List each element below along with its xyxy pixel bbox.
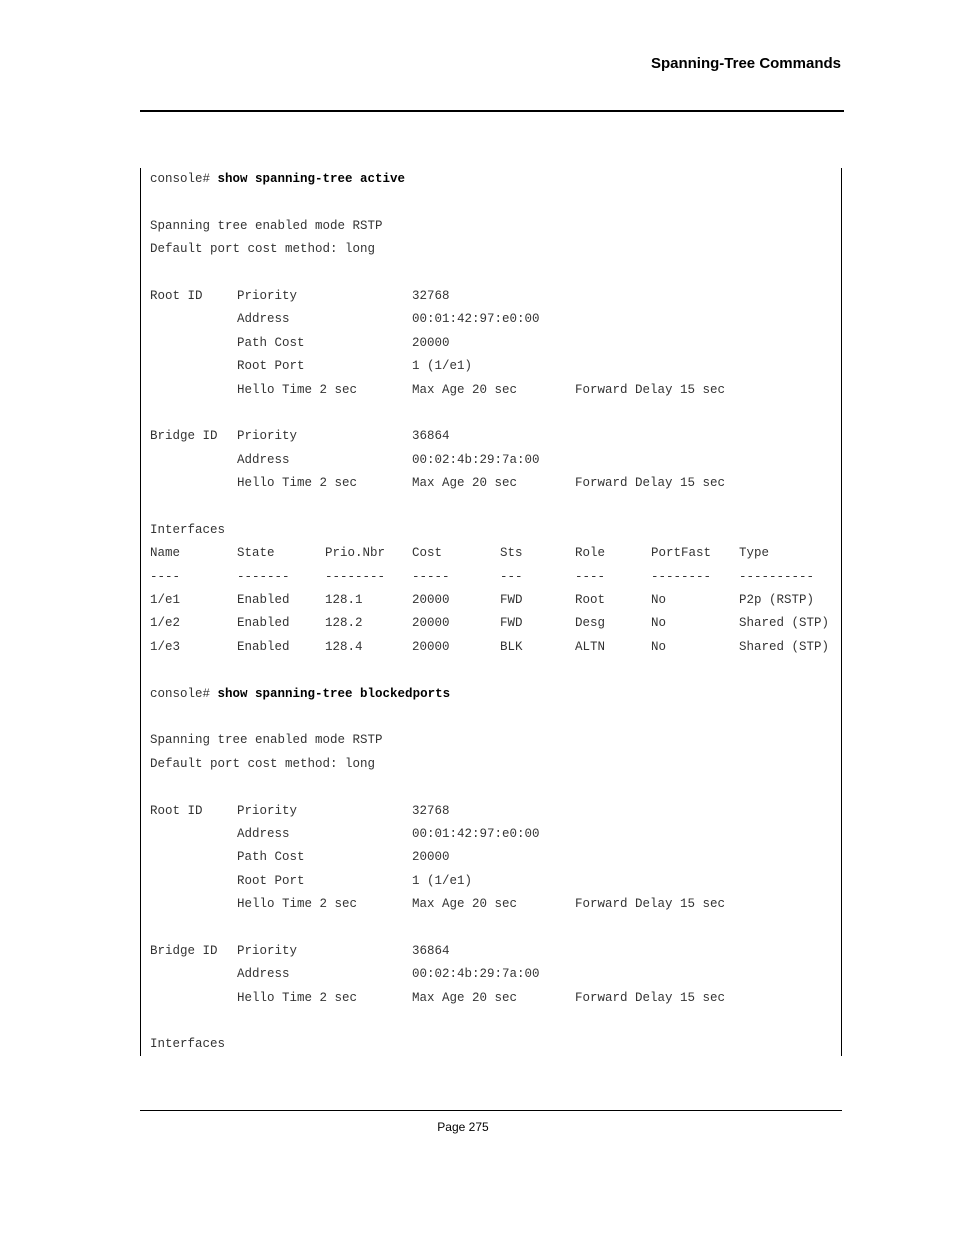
table-cell: Type — [739, 546, 770, 561]
output-text: Max Age 20 sec — [412, 990, 518, 1005]
table-cell: Shared (STP) — [739, 639, 830, 654]
table-cell: 20000 — [412, 593, 450, 608]
output-text: Max Age 20 sec — [412, 476, 518, 491]
output-text: Interfaces — [150, 1037, 226, 1052]
output-text: Priority — [237, 943, 298, 958]
console-command-line — [150, 168, 450, 191]
console-command: show spanning-tree active — [217, 172, 406, 186]
console-output-line — [150, 425, 450, 448]
output-text: Interfaces — [150, 522, 226, 537]
table-cell: ----- — [412, 569, 450, 584]
output-text: Address — [237, 826, 290, 841]
console-output — [150, 168, 830, 1057]
console-output-line — [150, 355, 473, 378]
table-cell: Enabled — [237, 616, 290, 631]
table-cell: 20000 — [412, 639, 450, 654]
output-text: Hello Time 2 sec — [237, 382, 358, 397]
blank-line — [150, 1010, 450, 1033]
table-cell: BLK — [500, 639, 523, 654]
console-command: show spanning-tree blockedports — [217, 686, 451, 701]
code-box-left-border — [140, 168, 141, 1056]
console-output-line — [150, 379, 726, 402]
table-cell: --- — [500, 569, 523, 584]
output-text: 00:01:42:97:e0:00 — [412, 826, 540, 841]
console-output-line — [150, 589, 815, 612]
code-box-right-border — [841, 168, 842, 1056]
output-text: Path Cost — [237, 335, 305, 350]
table-cell: Role — [575, 546, 606, 561]
header-divider — [140, 110, 844, 112]
console-output-line — [150, 519, 450, 542]
table-cell: -------- — [325, 569, 386, 584]
console-prompt: console# — [150, 686, 211, 701]
output-text: 00:02:4b:29:7a:00 — [412, 967, 540, 982]
table-cell: 1/e2 — [150, 616, 181, 631]
table-cell: FWD — [500, 593, 523, 608]
blank-line — [150, 706, 450, 729]
console-output-line — [150, 332, 450, 355]
console-output-line — [150, 636, 830, 659]
output-text: Priority — [237, 288, 298, 303]
output-text: 00:02:4b:29:7a:00 — [412, 452, 540, 467]
table-cell: 1/e1 — [150, 593, 181, 608]
table-cell: FWD — [500, 616, 523, 631]
output-text: Max Age 20 sec — [412, 382, 518, 397]
console-output-line — [150, 729, 450, 752]
output-text: Max Age 20 sec — [412, 897, 518, 912]
page-number: Page 275 — [437, 1120, 489, 1134]
output-text: Address — [237, 967, 290, 982]
table-cell: ------- — [237, 569, 290, 584]
output-text: Priority — [237, 803, 298, 818]
table-cell: Desg — [575, 616, 606, 631]
output-text: Priority — [237, 429, 298, 444]
output-text: Forward Delay 15 sec — [575, 897, 726, 912]
output-text: 36864 — [412, 943, 450, 958]
blank-line — [150, 776, 450, 799]
console-output-line — [150, 285, 450, 308]
table-cell: Enabled — [237, 593, 290, 608]
table-cell: No — [651, 593, 667, 608]
output-text: 20000 — [412, 335, 450, 350]
output-text: Spanning tree enabled mode RSTP — [150, 733, 383, 748]
table-cell: State — [237, 546, 275, 561]
output-text: Hello Time 2 sec — [237, 476, 358, 491]
output-text: Spanning tree enabled mode RSTP — [150, 218, 383, 233]
table-cell: Name — [150, 546, 181, 561]
table-cell: ---------- — [739, 569, 815, 584]
console-output-line — [150, 238, 450, 261]
blank-line — [150, 262, 450, 285]
blank-line — [150, 659, 450, 682]
console-output-line — [150, 1033, 450, 1056]
table-cell: No — [651, 616, 667, 631]
table-cell: Prio.Nbr — [325, 546, 386, 561]
console-output-line — [150, 823, 540, 846]
console-output-line — [150, 846, 450, 869]
table-cell: PortFast — [651, 546, 712, 561]
output-text: 32768 — [412, 288, 450, 303]
output-text: Forward Delay 15 sec — [575, 382, 726, 397]
console-prompt: console# — [150, 172, 211, 186]
table-cell: Root — [575, 593, 606, 608]
output-text: Default port cost method: long — [150, 756, 376, 771]
console-output-line — [150, 449, 540, 472]
output-text: Bridge ID — [150, 429, 218, 444]
console-output-line — [150, 800, 450, 823]
output-text: 20000 — [412, 850, 450, 865]
output-text: Root ID — [150, 803, 203, 818]
output-text: Forward Delay 15 sec — [575, 476, 726, 491]
blank-line — [150, 191, 450, 214]
table-cell: Sts — [500, 546, 523, 561]
console-output-line — [150, 612, 830, 635]
console-output-line — [150, 215, 450, 238]
output-text: Root Port — [237, 873, 305, 888]
console-output-line — [150, 308, 540, 331]
output-text: Address — [237, 312, 290, 327]
output-text: 00:01:42:97:e0:00 — [412, 312, 540, 327]
table-cell: ---- — [150, 569, 181, 584]
table-cell: Shared (STP) — [739, 616, 830, 631]
output-text: Hello Time 2 sec — [237, 990, 358, 1005]
output-text: Address — [237, 452, 290, 467]
table-cell: -------- — [651, 569, 712, 584]
console-output-line — [150, 753, 450, 776]
table-cell: ---- — [575, 569, 606, 584]
console-output-line — [150, 566, 815, 589]
output-text: Root ID — [150, 288, 203, 303]
output-text: 1 (1/e1) — [412, 873, 473, 888]
console-output-line — [150, 987, 726, 1010]
console-output-line — [150, 870, 473, 893]
table-cell: No — [651, 639, 667, 654]
table-cell: 128.1 — [325, 593, 363, 608]
table-cell: Enabled — [237, 639, 290, 654]
table-cell: 128.2 — [325, 616, 363, 631]
table-cell: P2p (RSTP) — [739, 593, 815, 608]
output-text: Forward Delay 15 sec — [575, 990, 726, 1005]
table-cell: Cost — [412, 546, 443, 561]
output-text: Path Cost — [237, 850, 305, 865]
blank-line — [150, 495, 450, 518]
blank-line — [150, 917, 450, 940]
page-header-title: Spanning-Tree Commands — [650, 55, 841, 72]
table-cell: ALTN — [575, 639, 606, 654]
table-cell: 1/e3 — [150, 639, 181, 654]
output-text: Hello Time 2 sec — [237, 897, 358, 912]
output-text: Root Port — [237, 359, 305, 374]
output-text: 36864 — [412, 429, 450, 444]
console-output-line — [150, 542, 770, 565]
footer-divider — [140, 1110, 842, 1111]
console-output-line — [150, 472, 726, 495]
output-text: 32768 — [412, 803, 450, 818]
console-command-line — [150, 683, 450, 706]
blank-line — [150, 402, 450, 425]
output-text: Bridge ID — [150, 943, 218, 958]
table-cell: 20000 — [412, 616, 450, 631]
output-text: Default port cost method: long — [150, 242, 376, 257]
table-cell: 128.4 — [325, 639, 363, 654]
console-output-line — [150, 963, 540, 986]
console-output-line — [150, 940, 450, 963]
output-text: 1 (1/e1) — [412, 359, 473, 374]
console-output-line — [150, 893, 726, 916]
